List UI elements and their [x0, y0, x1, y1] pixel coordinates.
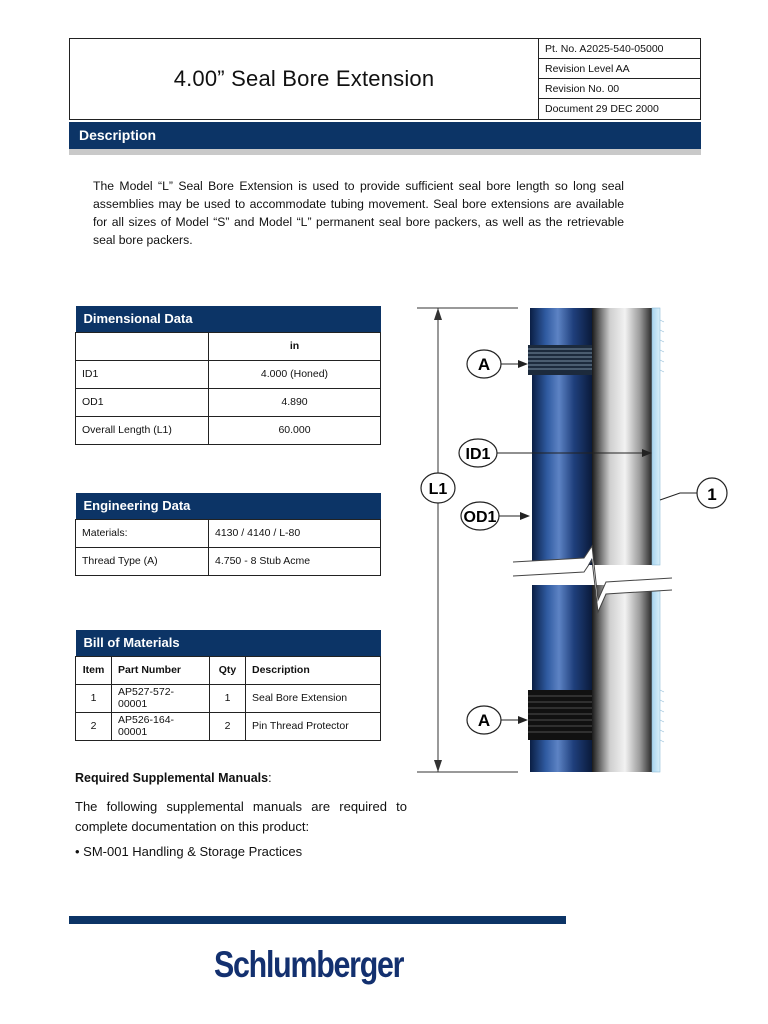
callout-l1: [421, 473, 455, 503]
bom-col-part-number: Part Number: [112, 656, 210, 684]
revision-number: Revision No. 00: [539, 79, 701, 99]
part-number: Pt. No. A2025-540-05000: [539, 39, 701, 59]
bom-description: Seal Bore Extension: [246, 684, 381, 712]
bom-qty: 2: [210, 712, 246, 740]
outer-thread-marks: [660, 320, 664, 742]
description-heading-shadow: [69, 149, 701, 155]
table-row: [76, 547, 381, 575]
manual-list-item: • SM-001 Handling & Storage Practices: [75, 844, 303, 859]
bom-col-item: Item: [76, 656, 112, 684]
dimension-value: 60.000: [209, 416, 381, 444]
bom-description: Pin Thread Protector: [246, 712, 381, 740]
bom-col-qty: Qty: [210, 656, 246, 684]
description-text: The Model “L” Seal Bore Extension is used to provide sufficient seal bore length so long seal assemblies may be used to accommodate tubing movement. Seal bore extensions are available for all sizes of Model “S” and Model “L” permanent seal bore packers, as well as the retrievable seal bore packers.: [93, 179, 624, 247]
engineering-label: Materials:: [76, 519, 209, 547]
manuals-body: The following supplemental manuals are required to complete documentation on this product:: [75, 799, 407, 834]
length-dimension: [417, 308, 518, 772]
document-meta: [538, 39, 701, 119]
engineering-label: Thread Type (A): [76, 547, 209, 575]
document-date: Document 29 DEC 2000: [545, 103, 659, 115]
bom-col-description: Description: [246, 656, 381, 684]
dimensional-data-heading: Dimensional Data: [76, 306, 381, 332]
bom-item: 2: [76, 712, 112, 740]
page-title: 4.00” Seal Bore Extension: [173, 66, 435, 91]
bom-item: 1: [76, 684, 112, 712]
svg-text:L1: L1: [428, 481, 448, 498]
svg-text:1: 1: [707, 485, 717, 504]
dimension-label: Overall Length (L1): [76, 416, 209, 444]
dimension-value: 4.890: [209, 388, 381, 416]
bom-part-number: AP527-572-00001: [112, 684, 210, 712]
schlumberger-logo: Schlumberger: [214, 944, 404, 985]
table-row: [76, 519, 381, 547]
manuals-title-colon: :: [268, 771, 272, 785]
engineering-value: 4.750 - 8 Stub Acme: [209, 547, 381, 575]
dimension-label: OD1: [76, 388, 209, 416]
revision-level: Revision Level AA: [539, 59, 701, 79]
tube-lower: [528, 585, 660, 772]
svg-text:A: A: [477, 355, 491, 374]
table-row: [76, 712, 381, 740]
table-row: [76, 388, 381, 416]
svg-text:OD1: OD1: [463, 509, 497, 526]
bill-of-materials-table: [75, 630, 381, 741]
dimension-label: ID1: [76, 360, 209, 388]
seal-bore-extension-drawing: [410, 300, 740, 780]
manuals-title: [75, 771, 272, 785]
dimensional-data-table: [75, 306, 381, 445]
bom-heading: Bill of Materials: [76, 630, 381, 656]
svg-text:A: A: [477, 711, 491, 730]
callout-a-top: [467, 350, 528, 378]
bom-part-number: AP526-164-00001: [112, 712, 210, 740]
tube-upper: [528, 308, 660, 565]
manuals-title-text: Required Supplemental Manuals: [75, 771, 269, 785]
svg-text:ID1: ID1: [465, 446, 491, 463]
footer-bar: [69, 916, 566, 924]
callout-od1: [461, 502, 530, 530]
engineering-data-table: [75, 493, 381, 576]
dimensional-unit-header: in: [209, 332, 381, 360]
callout-a-bottom: [467, 706, 528, 734]
document-header: [69, 38, 701, 120]
bom-qty: 1: [210, 684, 246, 712]
bom-header-row: [76, 656, 381, 684]
dimension-value: 4.000 (Honed): [209, 360, 381, 388]
table-row: [76, 360, 381, 388]
callout-part-1: [660, 478, 727, 508]
description-heading: Description: [69, 122, 701, 149]
engineering-value: 4130 / 4140 / L-80: [209, 519, 381, 547]
engineering-data-heading: Engineering Data: [76, 493, 381, 519]
table-row: [76, 416, 381, 444]
table-row: [76, 684, 381, 712]
dimensional-header-blank: [76, 332, 209, 360]
